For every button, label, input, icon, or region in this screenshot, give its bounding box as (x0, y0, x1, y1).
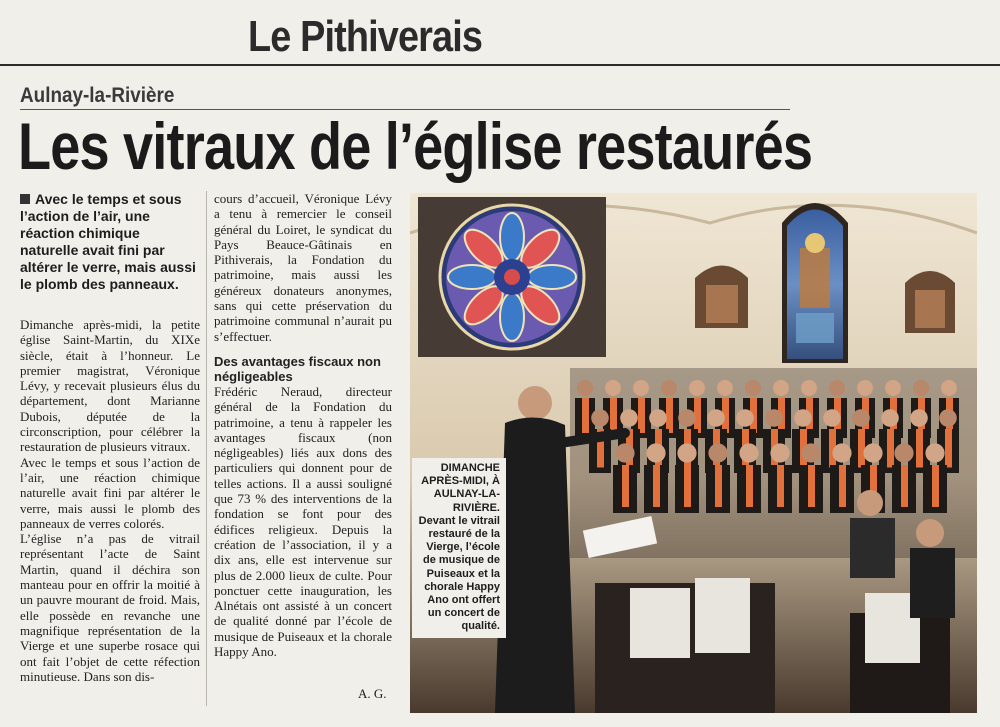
bleed-through-text (570, 12, 1000, 62)
caption-lead: DIMANCHE APRÈS-MIDI, À AULNAY-LA-RIVIÈRE. (421, 462, 500, 514)
bleed-through-text (790, 74, 1000, 144)
paragraph: cours d’accueil, Véronique Lévy a tenu à remercier le conseil général du Loiret, le syndicat du Pays Beauce-Gâtinais en Pithiverais, la Fondation du patrimoine, mais aussi les généreux donateurs anonymes, sans qui cette préservation du patrimoine communal n’aurait pu s’effectuer. (214, 191, 392, 344)
article-column-2 (214, 191, 392, 659)
paragraph: Avec le temps et sous l’action de l’air, une réaction chimique naturelle avait fini par altérer le verre, mais aussi le plomb des panneaux de verres colorés. (20, 454, 200, 531)
paragraph: L’église n’a pas de vitrail représentant l’acte de Saint Martin, quand il déchira son manteau pour en offrir la moitié à un pauvre mourant de froid. Mais, elle possède en revanche une magnifique représentation de la Vierge et une superbe rosace qui ont fait l’objet de cette réfection minutieuse. Dans son dis- (20, 531, 200, 684)
stained-glass-window (782, 203, 848, 363)
lead-text: Avec le temps et sous l’action de l’air, une réaction chimique naturelle avait fini par altérer le verre, mais aussi le plomb des panneaux. (20, 191, 196, 292)
article-headline: Les vitraux de l’église restaurés (18, 109, 813, 183)
photo-caption (412, 458, 506, 638)
header-rule (0, 64, 1000, 66)
caption-body: Devant le vitrail restauré de la Vierge, l’école de musique de Puiseaux et la chorale Happy Ano ont offert un concert de qualité. (418, 514, 500, 633)
section-rubric: Le Pithiverais (248, 12, 483, 61)
author-signature: A. G. (358, 686, 387, 701)
article-lead (20, 191, 200, 293)
article-column-1 (20, 317, 200, 684)
subheading: Des avantages fiscaux non négligeables (214, 353, 381, 384)
wall-painting-right (905, 271, 955, 333)
paragraph: Dimanche après-midi, la petite église Saint-Martin, du XIXe siècle, était à l’honneur. Le premier magistrat, Véronique Lévy, y recevait plusieurs élus du département, dont Marianne Dubois, députée de la circonscription, pour célébrer la restauration de plusieurs vitraux. (20, 317, 200, 455)
wall-painting-left (695, 266, 748, 329)
bleed-through-text (0, 8, 240, 60)
square-bullet-icon (20, 194, 30, 204)
article-kicker: Aulnay-la-Rivière (20, 84, 175, 107)
rosace-inset-photo (418, 197, 606, 357)
paragraph: Frédéric Neraud, directeur général de la Fondation du patrimoine, a tenu à rappeler les avantages fiscaux (non négligeables) liés aux dons des particuliers qui donnent pour de telles actions. Il a aussi souligné que 73 % des interventions de la fondation se font pour des édifices religieux. Depuis la création de l’association, il y a dix ans, elle est intervenue sur plus de 2.000 lieux de culte. Pour ponctuer cette inauguration, les Alnétais ont assisté à un concert de qualité donné par l’école de musique de Puiseaux et la chorale Happy Ano. (214, 383, 392, 660)
column-rule (206, 191, 207, 706)
